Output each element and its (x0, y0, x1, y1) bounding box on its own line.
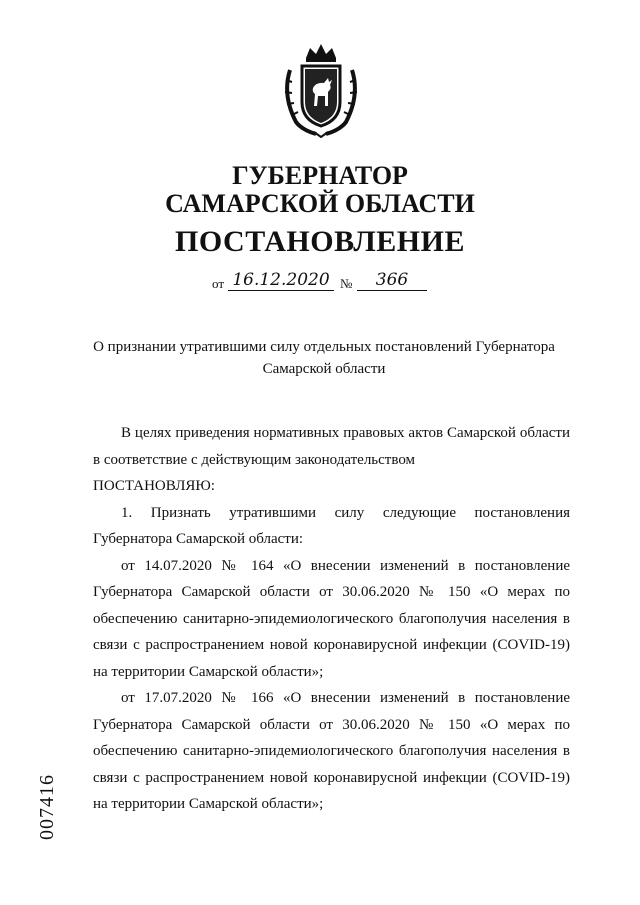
document-subject: О признании утратившими силу отдельных постановлений Губернатора Самарской области (93, 339, 555, 377)
document-date: 16.12.2020 (228, 270, 334, 291)
side-serial-wrapper (36, 774, 102, 863)
issuer-title-line1: ГУБЕРНАТОР (232, 161, 408, 190)
side-serial-number: 007416 (36, 774, 58, 840)
preamble-paragraph: В целях приведения нормативных правовых актов Самарской области в соответствие с действующим законодательством (93, 425, 570, 468)
samara-coat-of-arms-emblem (276, 40, 366, 140)
document-type-title: ПОСТАНОВЛЕНИЕ (175, 225, 465, 258)
repealed-act-paragraph: от 17.07.2020 № 166 «О внесении изменений в постановление Губернатора Самарской области от 30.06.2020 № 150 «О мерах по обеспечению санитарно-эпидемиологического благополучия населения в связи с распространением новой коронавирусной инфекции (COVID-19) на территории Самарской области»; (93, 690, 570, 812)
date-prefix: от (212, 276, 225, 291)
document-number: 366 (357, 270, 427, 291)
item-1-paragraph: 1. Признать утратившими силу следующие постановления Губернатора Самарской области: (93, 504, 570, 547)
document-body (93, 420, 570, 818)
date-number-line (212, 270, 442, 292)
resolution-word: ПОСТАНОВЛЯЮ: (93, 478, 215, 494)
number-prefix: № (340, 276, 353, 291)
repealed-act-paragraph: от 14.07.2020 № 164 «О внесении изменений в постановление Губернатора Самарской области от 30.06.2020 № 150 «О мерах по обеспечению санитарно-эпидемиологического благополучия населения в связи с распространением новой коронавирусной инфекции (COVID-19) на территории Самарской области»; (93, 557, 570, 680)
issuer-title-line2: САМАРСКОЙ ОБЛАСТИ (165, 189, 475, 218)
